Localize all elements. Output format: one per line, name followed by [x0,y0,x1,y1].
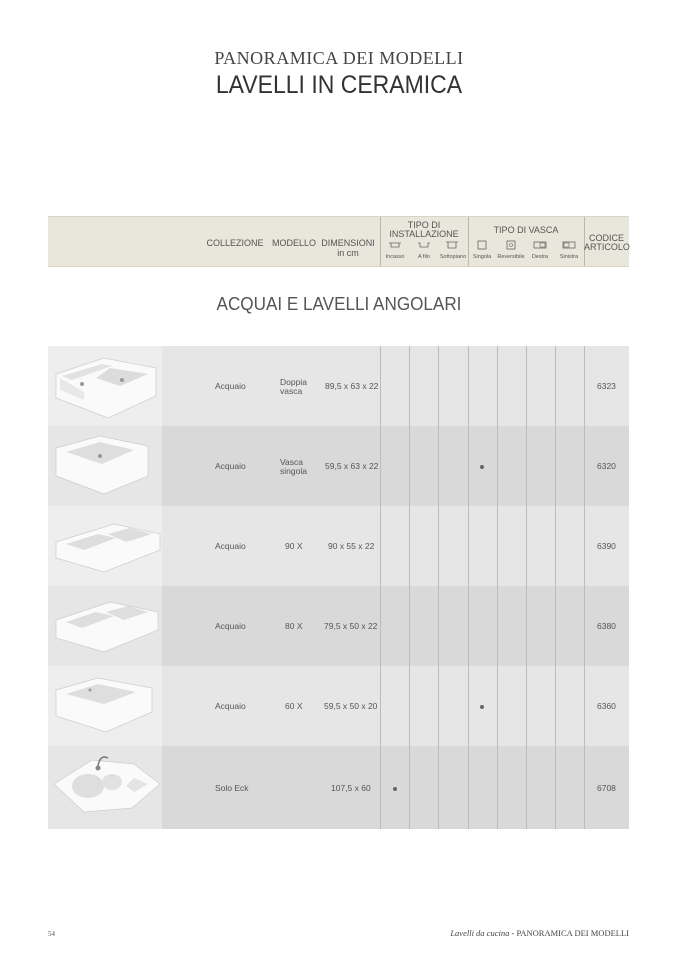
a-filo-icon [417,240,431,250]
row-collection: Acquaio [215,621,246,631]
header-codice: CODICE [588,233,624,243]
product-image [48,506,162,586]
vasca-singola-dot [480,705,484,709]
header-dimensioni-unit: in cm [337,248,359,258]
row-dimensions: 79,5 x 50 x 22 [324,621,378,631]
column-divider [497,346,498,829]
row-collection: Acquaio [215,381,246,391]
row-model-2: vasca [280,386,303,396]
column-divider [438,346,439,829]
column-divider [468,346,469,829]
header-articolo: ARTICOLO [584,242,630,252]
product-image [48,746,162,829]
row-collection: Acquaio [215,701,246,711]
row-code: 6380 [597,621,616,631]
row-collection: Solo Eck [215,783,249,793]
table-header [48,216,629,267]
sink-90x-image [48,506,162,586]
product-image [48,666,162,746]
row-model-2: singola [280,466,307,476]
row-dimensions: 59,5 x 63 x 22 [325,461,379,471]
row-model: 60 X [285,701,303,711]
table-row [48,426,629,506]
install-type-sottopiano: Sottopiano [439,254,467,260]
row-dimensions: 107,5 x 60 [331,783,371,793]
page-title: LAVELLI IN CERAMICA [215,71,463,99]
destra-icon [533,240,547,250]
row-model: 80 X [285,621,303,631]
section-title: ACQUAI E LAVELLI ANGOLARI [216,294,462,314]
table-row [48,506,629,586]
row-code: 6708 [597,783,616,793]
reversibile-icon [504,240,518,250]
product-image [48,586,162,666]
vasca-type-reversibile: Reversibile [497,254,525,260]
column-divider [526,346,527,829]
vasca-singola-dot [480,465,484,469]
row-collection: Acquaio [215,461,246,471]
incasso-icon [388,240,402,250]
row-model: Doppia [280,377,307,387]
table-row [48,586,629,666]
models-table [48,346,629,829]
singola-icon [475,240,489,250]
header-installazione: TIPO DI [407,220,441,230]
column-divider [380,346,381,829]
install-type-incasso: Incasso [385,254,405,260]
table-row [48,666,629,746]
column-divider [584,346,585,829]
install-incasso-dot [393,787,397,791]
footer-title: PANORAMICA DEI MODELLI [516,928,629,938]
header-installazione-2: INSTALLAZIONE [389,229,459,239]
column-divider [409,346,410,829]
row-code: 6360 [597,701,616,711]
column-divider [555,346,556,829]
product-image [48,426,162,506]
row-collection: Acquaio [215,541,246,551]
sink-single-image [48,426,162,506]
vasca-type-singola: Singola [472,254,492,260]
product-image [48,346,162,426]
row-dimensions: 90 x 55 x 22 [328,541,375,551]
row-code: 6323 [597,381,616,391]
table-row [48,346,629,426]
page-number: 54 [48,930,55,938]
footer-separator: - [509,928,517,938]
row-dimensions: 89,5 x 63 x 22 [325,381,379,391]
overview-title: PANORAMICA DEI MODELLI [214,48,464,68]
footer-caption [450,928,629,938]
sink-80x-image [48,586,162,666]
sink-60x-image [48,666,162,746]
header-modello: MODELLO [271,238,316,248]
row-code: 6390 [597,541,616,551]
row-dimensions: 59,5 x 50 x 20 [324,701,378,711]
sinistra-icon [562,240,576,250]
vasca-type-destra: Destra [531,254,549,260]
sink-double-image [48,346,162,426]
table-row [48,746,629,829]
install-type-a-filo: A filo [418,254,430,260]
sottopiano-icon [445,240,459,250]
row-model: Vasca [280,457,303,467]
vasca-type-sinistra: Sinistra [559,254,579,260]
header-collezione: COLLEZIONE [206,238,264,248]
header-tipo-vasca: TIPO DI VASCA [493,225,559,235]
footer-section: Lavelli da cucina [450,928,510,938]
header-dimensioni: DIMENSIONI [321,238,375,248]
row-model: 90 X [285,541,303,551]
sink-corner-image [48,746,162,829]
row-code: 6320 [597,461,616,471]
